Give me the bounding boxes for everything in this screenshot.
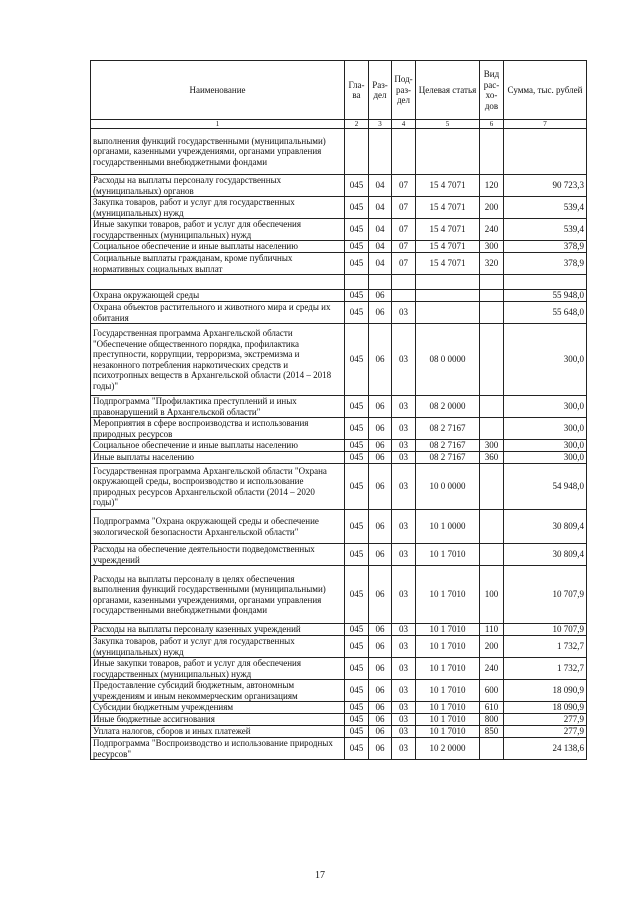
cell-razdel: 06 [369, 726, 392, 738]
table-body [91, 129, 587, 760]
cell-glava: 045 [345, 440, 369, 452]
cell-name: Закупка товаров, работ и услуг для государственных (муниципальных) нужд [91, 636, 345, 658]
cell-vid: 850 [480, 726, 504, 738]
cell-summa [504, 129, 587, 175]
cell-glava: 045 [345, 714, 369, 726]
cell-razdel: 06 [369, 636, 392, 658]
table-row [91, 702, 587, 714]
header-summa: Сумма, тыс. рублей [504, 61, 587, 120]
cell-vid [480, 396, 504, 418]
table-row [91, 175, 587, 197]
cell-razdel: 06 [369, 702, 392, 714]
cell-name: Мероприятия в сфере воспроизводства и использования природных ресурсов [91, 418, 345, 440]
cell-name: Подпрограмма "Воспроизводство и использование природных ресурсов" [91, 738, 345, 760]
cell-podrazdel: 03 [392, 658, 416, 680]
table-row [91, 566, 587, 624]
cell-statya: 10 1 7010 [416, 714, 480, 726]
cell-glava [345, 129, 369, 175]
cell-vid: 320 [480, 253, 504, 275]
cell-name: Социальные выплаты гражданам, кроме публичных нормативных социальных выплат [91, 253, 345, 275]
cell-podrazdel: 03 [392, 624, 416, 636]
blank-row [91, 275, 587, 290]
column-number: 1 [91, 120, 345, 129]
cell-summa: 54 948,0 [504, 464, 587, 510]
cell-statya: 10 1 7010 [416, 680, 480, 702]
cell-razdel: 06 [369, 714, 392, 726]
cell-statya [416, 275, 480, 290]
cell-razdel: 06 [369, 624, 392, 636]
header-glava: Гла-ва [345, 61, 369, 120]
cell-summa: 30 809,4 [504, 544, 587, 566]
header-statya: Целевая статья [416, 61, 480, 120]
cell-vid [480, 544, 504, 566]
cell-summa: 18 090,9 [504, 680, 587, 702]
cell-name: Закупка товаров, работ и услуг для государственных (муниципальных) нужд [91, 197, 345, 219]
cell-podrazdel: 07 [392, 219, 416, 241]
cell-glava: 045 [345, 253, 369, 275]
cell-glava: 045 [345, 302, 369, 324]
cell-razdel: 06 [369, 396, 392, 418]
table-row [91, 510, 587, 544]
cell-podrazdel: 03 [392, 566, 416, 624]
cell-razdel: 06 [369, 452, 392, 464]
cell-name: Социальное обеспечение и иные выплаты населению [91, 440, 345, 452]
cell-statya [416, 302, 480, 324]
cell-name: Иные закупки товаров, работ и услуг для обеспечения государственных (муниципальных) нужд [91, 219, 345, 241]
cell-razdel: 06 [369, 544, 392, 566]
cell-glava: 045 [345, 680, 369, 702]
cell-summa: 55 948,0 [504, 290, 587, 302]
cell-name: Подпрограмма "Профилактика преступлений и иных правонарушений в Архангельской области" [91, 396, 345, 418]
cell-name: Государственная программа Архангельской области "Охрана окружающей среды, воспроизводство и использование природных ресурсов Архангельской области (2014 – 2020 годы)" [91, 464, 345, 510]
table-row [91, 396, 587, 418]
cell-razdel: 06 [369, 290, 392, 302]
table-row [91, 241, 587, 253]
cell-statya: 15 4 7071 [416, 219, 480, 241]
cell-podrazdel: 03 [392, 544, 416, 566]
cell-podrazdel: 07 [392, 241, 416, 253]
table-row [91, 290, 587, 302]
cell-summa: 1 732,7 [504, 658, 587, 680]
table-row [91, 544, 587, 566]
cell-glava: 045 [345, 396, 369, 418]
table-row [91, 658, 587, 680]
cell-statya: 10 1 7010 [416, 544, 480, 566]
cell-razdel: 04 [369, 241, 392, 253]
table-row [91, 714, 587, 726]
cell-glava: 045 [345, 544, 369, 566]
cell-statya: 15 4 7071 [416, 175, 480, 197]
table-row [91, 219, 587, 241]
cell-name: Иные закупки товаров, работ и услуг для обеспечения государственных (муниципальных) нужд [91, 658, 345, 680]
cell-podrazdel [392, 275, 416, 290]
cell-razdel: 06 [369, 658, 392, 680]
cell-razdel: 04 [369, 219, 392, 241]
cell-summa: 10 707,9 [504, 566, 587, 624]
cell-razdel: 06 [369, 738, 392, 760]
cell-statya: 08 2 7167 [416, 440, 480, 452]
cell-podrazdel [392, 129, 416, 175]
cell-vid [480, 324, 504, 396]
cell-summa: 300,0 [504, 440, 587, 452]
cell-glava: 045 [345, 702, 369, 714]
cell-vid: 600 [480, 680, 504, 702]
table-row [91, 636, 587, 658]
table-row [91, 418, 587, 440]
cell-glava: 045 [345, 197, 369, 219]
cell-podrazdel: 03 [392, 726, 416, 738]
cell-podrazdel: 03 [392, 464, 416, 510]
cell-podrazdel: 03 [392, 302, 416, 324]
cell-podrazdel: 03 [392, 396, 416, 418]
cell-razdel [369, 275, 392, 290]
table-row [91, 680, 587, 702]
cell-summa: 277,9 [504, 714, 587, 726]
cell-podrazdel: 07 [392, 197, 416, 219]
cell-statya: 08 0 0000 [416, 324, 480, 396]
cell-summa: 539,4 [504, 197, 587, 219]
cell-vid [480, 290, 504, 302]
cell-podrazdel: 03 [392, 680, 416, 702]
cell-podrazdel [392, 290, 416, 302]
cell-vid: 200 [480, 197, 504, 219]
cell-podrazdel: 03 [392, 418, 416, 440]
cell-vid: 200 [480, 636, 504, 658]
cell-glava: 045 [345, 219, 369, 241]
cell-razdel: 06 [369, 418, 392, 440]
page-number: 17 [315, 870, 325, 881]
cell-glava: 045 [345, 452, 369, 464]
budget-table [90, 60, 587, 760]
column-number: 4 [392, 120, 416, 129]
cell-razdel: 06 [369, 566, 392, 624]
cell-summa: 10 707,9 [504, 624, 587, 636]
cell-summa: 300,0 [504, 452, 587, 464]
cell-glava: 045 [345, 290, 369, 302]
cell-vid [480, 464, 504, 510]
column-number: 7 [504, 120, 587, 129]
cell-name: выполнения функций государственными (муниципальными) органами, казенными учреждениями, органами управления государственными внебюджетными фондами [91, 129, 345, 175]
cell-glava: 045 [345, 738, 369, 760]
cell-statya: 10 1 7010 [416, 636, 480, 658]
cell-razdel: 06 [369, 324, 392, 396]
cell-summa: 90 723,3 [504, 175, 587, 197]
cell-name: Подпрограмма "Охрана окружающей среды и обеспечение экологической безопасности Архангельской области" [91, 510, 345, 544]
cell-vid [480, 302, 504, 324]
cell-statya: 10 1 7010 [416, 566, 480, 624]
cell-podrazdel: 03 [392, 440, 416, 452]
table-row [91, 197, 587, 219]
cell-podrazdel: 03 [392, 510, 416, 544]
table-row [91, 624, 587, 636]
cell-summa: 18 090,9 [504, 702, 587, 714]
table-row [91, 253, 587, 275]
cell-name: Расходы на обеспечение деятельности подведомственных учреждений [91, 544, 345, 566]
header-podrazdel: Под-раз-дел [392, 61, 416, 120]
cell-name: Охрана окружающей среды [91, 290, 345, 302]
cell-statya [416, 290, 480, 302]
cell-name: Социальное обеспечение и иные выплаты населению [91, 241, 345, 253]
cell-statya: 15 4 7071 [416, 197, 480, 219]
cell-summa: 378,9 [504, 253, 587, 275]
cell-statya: 10 1 7010 [416, 624, 480, 636]
cell-summa: 539,4 [504, 219, 587, 241]
cell-glava: 045 [345, 566, 369, 624]
column-number: 5 [416, 120, 480, 129]
cell-vid: 120 [480, 175, 504, 197]
table-row [91, 129, 587, 175]
cell-name: Охрана объектов растительного и животного мира и среды их обитания [91, 302, 345, 324]
cell-razdel: 06 [369, 464, 392, 510]
cell-vid: 610 [480, 702, 504, 714]
cell-vid [480, 275, 504, 290]
header-name: Наименование [91, 61, 345, 120]
cell-razdel: 04 [369, 175, 392, 197]
cell-statya: 10 1 0000 [416, 510, 480, 544]
cell-name: Иные выплаты населению [91, 452, 345, 464]
cell-glava: 045 [345, 324, 369, 396]
cell-statya: 08 2 7167 [416, 418, 480, 440]
cell-name: Расходы на выплаты персоналу государственных (муниципальных) органов [91, 175, 345, 197]
cell-summa: 55 648,0 [504, 302, 587, 324]
cell-name: Субсидии бюджетным учреждениям [91, 702, 345, 714]
cell-vid: 110 [480, 624, 504, 636]
table-row [91, 440, 587, 452]
cell-statya [416, 129, 480, 175]
cell-glava [345, 275, 369, 290]
cell-summa: 378,9 [504, 241, 587, 253]
table-row [91, 302, 587, 324]
cell-podrazdel: 03 [392, 702, 416, 714]
cell-statya: 08 2 0000 [416, 396, 480, 418]
cell-vid: 240 [480, 658, 504, 680]
cell-glava: 045 [345, 624, 369, 636]
cell-name: Уплата налогов, сборов и иных платежей [91, 726, 345, 738]
table-row [91, 726, 587, 738]
cell-name: Расходы на выплаты персоналу казенных учреждений [91, 624, 345, 636]
table-row [91, 452, 587, 464]
header-row [91, 61, 587, 120]
cell-vid [480, 738, 504, 760]
cell-glava: 045 [345, 636, 369, 658]
cell-name: Расходы на выплаты персоналу в целях обеспечения выполнения функций государственными (муниципальными) органами, казенными учреждениями, органами управления государственными внебюджетными фондами [91, 566, 345, 624]
cell-name: Государственная программа Архангельской области "Обеспечение общественного порядка, профилактика преступности, коррупции, терроризма, экстремизма и незаконного потребления наркотических средств и психотропных веществ в Архангельской области (2014 – 2018 годы)" [91, 324, 345, 396]
cell-razdel: 06 [369, 302, 392, 324]
cell-podrazdel: 03 [392, 636, 416, 658]
cell-glava: 045 [345, 241, 369, 253]
cell-statya: 08 2 7167 [416, 452, 480, 464]
header-vid: Вид рас-хо-дов [480, 61, 504, 120]
cell-summa: 1 732,7 [504, 636, 587, 658]
cell-name: Иные бюджетные ассигнования [91, 714, 345, 726]
cell-podrazdel: 03 [392, 452, 416, 464]
column-number: 6 [480, 120, 504, 129]
cell-glava: 045 [345, 510, 369, 544]
cell-summa: 300,0 [504, 396, 587, 418]
cell-statya: 10 1 7010 [416, 702, 480, 714]
column-number: 2 [345, 120, 369, 129]
cell-razdel: 06 [369, 510, 392, 544]
cell-summa [504, 275, 587, 290]
cell-statya: 10 1 7010 [416, 658, 480, 680]
column-number: 3 [369, 120, 392, 129]
cell-name: Предоставление субсидий бюджетным, автономным учреждениям и иным некоммерческим организациям [91, 680, 345, 702]
cell-razdel: 06 [369, 440, 392, 452]
cell-razdel: 06 [369, 680, 392, 702]
cell-summa: 277,9 [504, 726, 587, 738]
cell-vid: 300 [480, 241, 504, 253]
cell-vid: 300 [480, 440, 504, 452]
cell-name [91, 275, 345, 290]
cell-summa: 300,0 [504, 324, 587, 396]
cell-podrazdel: 03 [392, 738, 416, 760]
cell-statya: 10 0 0000 [416, 464, 480, 510]
cell-podrazdel: 03 [392, 714, 416, 726]
cell-podrazdel: 07 [392, 253, 416, 275]
table-row [91, 324, 587, 396]
cell-razdel: 04 [369, 253, 392, 275]
cell-summa: 300,0 [504, 418, 587, 440]
cell-statya: 10 2 0000 [416, 738, 480, 760]
cell-razdel: 04 [369, 197, 392, 219]
cell-glava: 045 [345, 658, 369, 680]
cell-statya: 10 1 7010 [416, 726, 480, 738]
cell-summa: 30 809,4 [504, 510, 587, 544]
cell-glava: 045 [345, 175, 369, 197]
header-razdel: Раз-дел [369, 61, 392, 120]
cell-podrazdel: 07 [392, 175, 416, 197]
column-number-row [91, 120, 587, 129]
table-row [91, 738, 587, 760]
cell-glava: 045 [345, 464, 369, 510]
cell-vid: 800 [480, 714, 504, 726]
cell-vid: 240 [480, 219, 504, 241]
cell-glava: 045 [345, 726, 369, 738]
cell-statya: 15 4 7071 [416, 253, 480, 275]
cell-vid [480, 418, 504, 440]
cell-summa: 24 138,6 [504, 738, 587, 760]
cell-glava: 045 [345, 418, 369, 440]
cell-statya: 15 4 7071 [416, 241, 480, 253]
cell-vid [480, 510, 504, 544]
cell-vid [480, 129, 504, 175]
cell-razdel [369, 129, 392, 175]
table-row [91, 464, 587, 510]
cell-vid: 360 [480, 452, 504, 464]
cell-vid: 100 [480, 566, 504, 624]
cell-podrazdel: 03 [392, 324, 416, 396]
